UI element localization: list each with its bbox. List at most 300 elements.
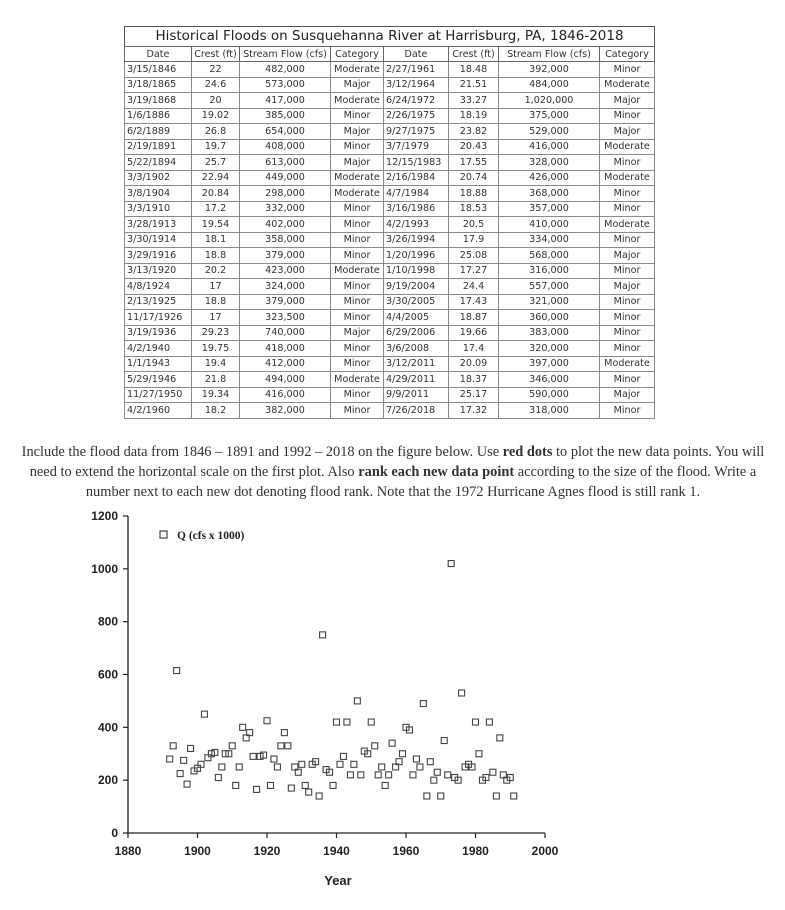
data-point (476, 751, 482, 757)
table-row (125, 232, 655, 248)
flood-history-table (124, 26, 655, 419)
data-point (174, 668, 180, 674)
table-cell: 11/27/1950 (125, 387, 192, 403)
table-cell: 18.19 (449, 108, 499, 124)
table-cell: 417,000 (240, 93, 331, 109)
table-cell: 1/6/1886 (125, 108, 192, 124)
table-cell: 318,000 (499, 403, 600, 419)
table-body (125, 62, 655, 419)
data-point (254, 786, 260, 792)
column-header: Crest (ft) (449, 47, 499, 62)
table-cell: 3/30/2005 (384, 294, 449, 310)
table-cell: 21.8 (192, 372, 240, 388)
data-point (340, 753, 346, 759)
data-point (497, 735, 503, 741)
table-cell: Minor (331, 403, 384, 419)
table-cell: Minor (331, 294, 384, 310)
table-cell: 5/22/1894 (125, 155, 192, 171)
table-cell: 20.2 (192, 263, 240, 279)
table-cell: 18.88 (449, 186, 499, 202)
data-point (274, 764, 280, 770)
data-point (347, 772, 353, 778)
x-tick-label: 2000 (531, 844, 559, 858)
table-cell: 654,000 (240, 124, 331, 140)
table-cell: 18.8 (192, 248, 240, 264)
table-cell: Minor (331, 310, 384, 326)
table-row (125, 356, 655, 372)
table-row (125, 341, 655, 357)
table-cell: Minor (331, 232, 384, 248)
table-cell: 18.87 (449, 310, 499, 326)
data-point (438, 793, 444, 799)
table-cell: 1,020,000 (499, 93, 600, 109)
table-cell: Minor (331, 356, 384, 372)
table-cell: 17.32 (449, 403, 499, 419)
table-cell: 494,000 (240, 372, 331, 388)
table-cell: 410,000 (499, 217, 600, 233)
table-cell: 397,000 (499, 356, 600, 372)
data-point (493, 793, 499, 799)
data-point (278, 743, 284, 749)
data-point (448, 561, 454, 567)
table-cell: 25.7 (192, 155, 240, 171)
data-point (441, 738, 447, 744)
table-cell: 3/28/1913 (125, 217, 192, 233)
data-point (445, 772, 451, 778)
table-cell: Minor (600, 325, 655, 341)
data-point (368, 719, 374, 725)
table-cell: 379,000 (240, 294, 331, 310)
table-header-row (125, 47, 655, 62)
data-point (413, 756, 419, 762)
chart-ticks (91, 509, 558, 858)
table-cell: 529,000 (499, 124, 600, 140)
data-point (372, 743, 378, 749)
table-row (125, 294, 655, 310)
instructions-text-3: according to the size of the flood. Write a number next to each new dot denoting flood rank. Note that the 1972 Hurricane Agnes flood is still rank 1. (85, 464, 757, 500)
table-cell: 26.8 (192, 124, 240, 140)
table-cell: 5/29/1946 (125, 372, 192, 388)
table-cell: 3/19/1936 (125, 325, 192, 341)
table-cell: 402,000 (240, 217, 331, 233)
table-row (125, 62, 655, 78)
y-tick-label: 1200 (91, 509, 118, 523)
table-cell: 17.27 (449, 263, 499, 279)
table-cell: 20 (192, 93, 240, 109)
table-cell: 3/13/1920 (125, 263, 192, 279)
y-tick-label: 400 (97, 720, 118, 735)
chart-points (167, 561, 517, 799)
data-point (337, 761, 343, 767)
table-cell: 4/8/1924 (125, 279, 192, 295)
data-point (271, 756, 277, 762)
table-cell: 357,000 (499, 201, 600, 217)
table-cell: 613,000 (240, 155, 331, 171)
table-cell: 3/8/1904 (125, 186, 192, 202)
data-point (240, 724, 246, 730)
x-tick-label: 1880 (114, 844, 142, 858)
table-cell: 358,000 (240, 232, 331, 248)
data-point (375, 772, 381, 778)
table-cell: Minor (600, 62, 655, 78)
table-row (125, 155, 655, 171)
table-cell: 6/2/1889 (125, 124, 192, 140)
table-row (125, 124, 655, 140)
table-cell: 557,000 (499, 279, 600, 295)
instructions-bold-1: red dots (502, 444, 553, 460)
table-cell: 19.34 (192, 387, 240, 403)
table-cell: 4/2/1940 (125, 341, 192, 357)
table-row (125, 372, 655, 388)
table-cell: Minor (600, 263, 655, 279)
chart-legend (160, 530, 245, 542)
data-point (306, 789, 312, 795)
data-point (236, 764, 242, 770)
instructions-bold-2: rank each new data point (358, 464, 515, 480)
table-row (125, 170, 655, 186)
table-row (125, 310, 655, 326)
table-cell: 573,000 (240, 77, 331, 93)
table-cell: 368,000 (499, 186, 600, 202)
data-point (486, 719, 492, 725)
table-cell: 334,000 (499, 232, 600, 248)
table-cell: Moderate (600, 356, 655, 372)
data-point (351, 761, 357, 767)
table-cell: 20.5 (449, 217, 499, 233)
instructions-paragraph (8, 442, 778, 502)
table-cell: 4/2/1993 (384, 217, 449, 233)
table-cell: Minor (331, 139, 384, 155)
table-cell: Minor (600, 372, 655, 388)
table-cell: 2/16/1984 (384, 170, 449, 186)
table-cell: 360,000 (499, 310, 600, 326)
table-cell: Minor (600, 294, 655, 310)
data-point (170, 743, 176, 749)
table-cell: Major (600, 93, 655, 109)
data-point (358, 772, 364, 778)
table-cell: 316,000 (499, 263, 600, 279)
table-cell: 17.4 (449, 341, 499, 357)
table-cell: 20.09 (449, 356, 499, 372)
table-cell: 18.1 (192, 232, 240, 248)
table-row (125, 248, 655, 264)
table-cell: 2/26/1975 (384, 108, 449, 124)
table-cell: 3/30/1914 (125, 232, 192, 248)
legend-label: Q (cfs x 1000) (177, 530, 245, 542)
table-cell: Minor (331, 341, 384, 357)
table-cell: 298,000 (240, 186, 331, 202)
data-point (181, 757, 187, 763)
table-cell: 17.9 (449, 232, 499, 248)
table-cell: 449,000 (240, 170, 331, 186)
table-cell: 416,000 (499, 139, 600, 155)
data-point (389, 740, 395, 746)
table-cell: 20.84 (192, 186, 240, 202)
table-cell: 33.27 (449, 93, 499, 109)
data-point (167, 756, 173, 762)
table-row (125, 186, 655, 202)
table-cell: 20.43 (449, 139, 499, 155)
data-point (201, 711, 207, 717)
table-cell: 18.8 (192, 294, 240, 310)
table-cell: 482,000 (240, 62, 331, 78)
table-cell: 3/19/1868 (125, 93, 192, 109)
table-cell: 418,000 (240, 341, 331, 357)
table-cell: 1/10/1998 (384, 263, 449, 279)
table-cell: 7/26/2018 (384, 403, 449, 419)
table-cell: 19.66 (449, 325, 499, 341)
table-cell: Moderate (331, 186, 384, 202)
table-cell: Minor (331, 217, 384, 233)
table-cell: Minor (600, 403, 655, 419)
table-cell: Minor (600, 310, 655, 326)
table-cell: 385,000 (240, 108, 331, 124)
data-point (264, 718, 270, 724)
table-cell: 2/27/1961 (384, 62, 449, 78)
table-cell: 3/6/2008 (384, 341, 449, 357)
table-cell: Moderate (331, 93, 384, 109)
table-cell: 1/20/1996 (384, 248, 449, 264)
data-point (250, 753, 256, 759)
table-cell: 3/12/2011 (384, 356, 449, 372)
data-point (459, 690, 465, 696)
table-cell: 375,000 (499, 108, 600, 124)
table-cell: 416,000 (240, 387, 331, 403)
table-cell: Moderate (331, 263, 384, 279)
table-cell: 740,000 (240, 325, 331, 341)
table-cell: 324,000 (240, 279, 331, 295)
data-point (410, 772, 416, 778)
instructions-text-1: Include the flood data from 1846 – 1891 and 1992 – 2018 on the figure below. Use (21, 444, 503, 460)
column-header: Stream Flow (cfs) (240, 47, 331, 62)
table-cell: Minor (600, 341, 655, 357)
table-cell: 379,000 (240, 248, 331, 264)
table-cell: 2/19/1891 (125, 139, 192, 155)
table-row (125, 279, 655, 295)
table-cell: Minor (600, 232, 655, 248)
data-point (233, 782, 239, 788)
data-point (219, 764, 225, 770)
data-point (177, 771, 183, 777)
table-cell: 18.2 (192, 403, 240, 419)
data-point (382, 782, 388, 788)
table-cell: 4/4/2005 (384, 310, 449, 326)
table-cell: 25.08 (449, 248, 499, 264)
data-point (229, 743, 235, 749)
data-point (184, 781, 190, 787)
table-cell: 383,000 (499, 325, 600, 341)
data-point (490, 769, 496, 775)
table-cell: 320,000 (499, 341, 600, 357)
table-cell: Major (600, 387, 655, 403)
table-cell: 328,000 (499, 155, 600, 171)
table-cell: 17 (192, 279, 240, 295)
table-cell: 3/3/1910 (125, 201, 192, 217)
table-cell: 568,000 (499, 248, 600, 264)
data-point (330, 782, 336, 788)
data-point (316, 793, 322, 799)
table-cell: 412,000 (240, 356, 331, 372)
y-tick-label: 600 (97, 667, 118, 682)
table-cell: 19.4 (192, 356, 240, 372)
y-tick-label: 0 (111, 826, 118, 840)
table-cell: Moderate (331, 372, 384, 388)
data-point (417, 764, 423, 770)
instructions-text-2: to plot the new data points. You will need to extend the horizontal scale on the first plot. Also (29, 444, 765, 480)
table-cell: Major (600, 124, 655, 140)
table-cell: Minor (600, 108, 655, 124)
table-cell: Minor (331, 108, 384, 124)
data-point (285, 743, 291, 749)
table-cell: Major (331, 325, 384, 341)
table-row (125, 93, 655, 109)
table-row (125, 325, 655, 341)
column-header: Crest (ft) (192, 47, 240, 62)
data-point (434, 769, 440, 775)
table-cell: Minor (331, 279, 384, 295)
table-cell: 29.23 (192, 325, 240, 341)
table-cell: 25.17 (449, 387, 499, 403)
table-cell: 3/12/1964 (384, 77, 449, 93)
data-point (424, 793, 430, 799)
table-cell: Minor (331, 248, 384, 264)
table-cell: 17.43 (449, 294, 499, 310)
table-cell: 590,000 (499, 387, 600, 403)
table-cell: Moderate (331, 62, 384, 78)
table-row (125, 201, 655, 217)
data-point (344, 719, 350, 725)
table-cell: 17.55 (449, 155, 499, 171)
table-row (125, 403, 655, 419)
data-point (215, 775, 221, 781)
table-cell: 19.7 (192, 139, 240, 155)
table-cell: 23.82 (449, 124, 499, 140)
data-point (281, 730, 287, 736)
table-cell: Major (331, 124, 384, 140)
table-cell: 24.4 (449, 279, 499, 295)
table-cell: 423,000 (240, 263, 331, 279)
table-cell: 392,000 (499, 62, 600, 78)
data-point (299, 761, 305, 767)
table-cell: 3/7/1979 (384, 139, 449, 155)
table-row (125, 139, 655, 155)
table-cell: 19.02 (192, 108, 240, 124)
x-axis-title: Year (324, 873, 352, 888)
column-header: Category (331, 47, 384, 62)
table-cell: 19.54 (192, 217, 240, 233)
column-header: Stream Flow (cfs) (499, 47, 600, 62)
table-cell: Major (331, 155, 384, 171)
column-header: Date (125, 47, 192, 62)
table-cell: 12/15/1983 (384, 155, 449, 171)
data-point (354, 698, 360, 704)
column-header: Category (600, 47, 655, 62)
data-point (288, 785, 294, 791)
table-cell: 2/13/1925 (125, 294, 192, 310)
table-cell: 9/9/2011 (384, 387, 449, 403)
y-tick-label: 800 (97, 614, 118, 629)
table-title: Historical Floods on Susquehanna River at Harrisburg, PA, 1846-2018 (124, 26, 655, 46)
x-tick-label: 1960 (392, 844, 420, 858)
table-cell: Major (331, 77, 384, 93)
data-point (334, 719, 340, 725)
data-point (400, 751, 406, 757)
data-point (420, 701, 426, 707)
table-cell: 3/3/1902 (125, 170, 192, 186)
column-header: Date (384, 47, 449, 62)
table-cell: 6/29/2006 (384, 325, 449, 341)
data-point (431, 777, 437, 783)
table-cell: Minor (600, 186, 655, 202)
table-row (125, 387, 655, 403)
table-cell: 22 (192, 62, 240, 78)
table-cell: 3/29/1916 (125, 248, 192, 264)
x-tick-label: 1920 (253, 844, 281, 858)
table-cell: 4/2/1960 (125, 403, 192, 419)
data-point (386, 772, 392, 778)
data-point (427, 759, 433, 765)
table-cell: Moderate (600, 217, 655, 233)
data-point (379, 764, 385, 770)
table-cell: Moderate (331, 170, 384, 186)
y-tick-label: 200 (97, 773, 118, 788)
table-cell: 11/17/1926 (125, 310, 192, 326)
x-tick-label: 1980 (462, 844, 489, 858)
table-cell: 1/1/1943 (125, 356, 192, 372)
x-tick-label: 1940 (323, 844, 350, 858)
table-cell: 3/16/1986 (384, 201, 449, 217)
table-row (125, 108, 655, 124)
table-cell: Moderate (600, 77, 655, 93)
table-cell: 323,500 (240, 310, 331, 326)
table-cell: 24.6 (192, 77, 240, 93)
table-cell: 321,000 (499, 294, 600, 310)
table-row (125, 263, 655, 279)
table-cell: 18.53 (449, 201, 499, 217)
table-cell: Minor (331, 387, 384, 403)
table-cell: Major (600, 248, 655, 264)
table-cell: Moderate (600, 170, 655, 186)
table-cell: 382,000 (240, 403, 331, 419)
data-point (302, 782, 308, 788)
table-cell: 20.74 (449, 170, 499, 186)
table-cell: 18.48 (449, 62, 499, 78)
data-point (320, 632, 326, 638)
table-cell: 19.75 (192, 341, 240, 357)
table-cell: 6/24/1972 (384, 93, 449, 109)
data-point (188, 745, 194, 751)
table-cell: Minor (600, 155, 655, 171)
table-cell: 3/15/1846 (125, 62, 192, 78)
table-cell: Moderate (600, 139, 655, 155)
table-row (125, 217, 655, 233)
table-cell: 4/7/1984 (384, 186, 449, 202)
table-cell: 3/26/1994 (384, 232, 449, 248)
table-cell: 21.51 (449, 77, 499, 93)
table-cell: 3/18/1865 (125, 77, 192, 93)
legend-marker (160, 531, 167, 538)
y-tick-label: 1000 (91, 561, 118, 576)
table-cell: Minor (600, 201, 655, 217)
table-cell: 484,000 (499, 77, 600, 93)
data-point (267, 782, 273, 788)
table-cell: Major (600, 279, 655, 295)
table-cell: 9/27/1975 (384, 124, 449, 140)
flood-discharge-chart (0, 505, 785, 905)
table-cell: 18.37 (449, 372, 499, 388)
table-cell: 408,000 (240, 139, 331, 155)
table-row (125, 77, 655, 93)
